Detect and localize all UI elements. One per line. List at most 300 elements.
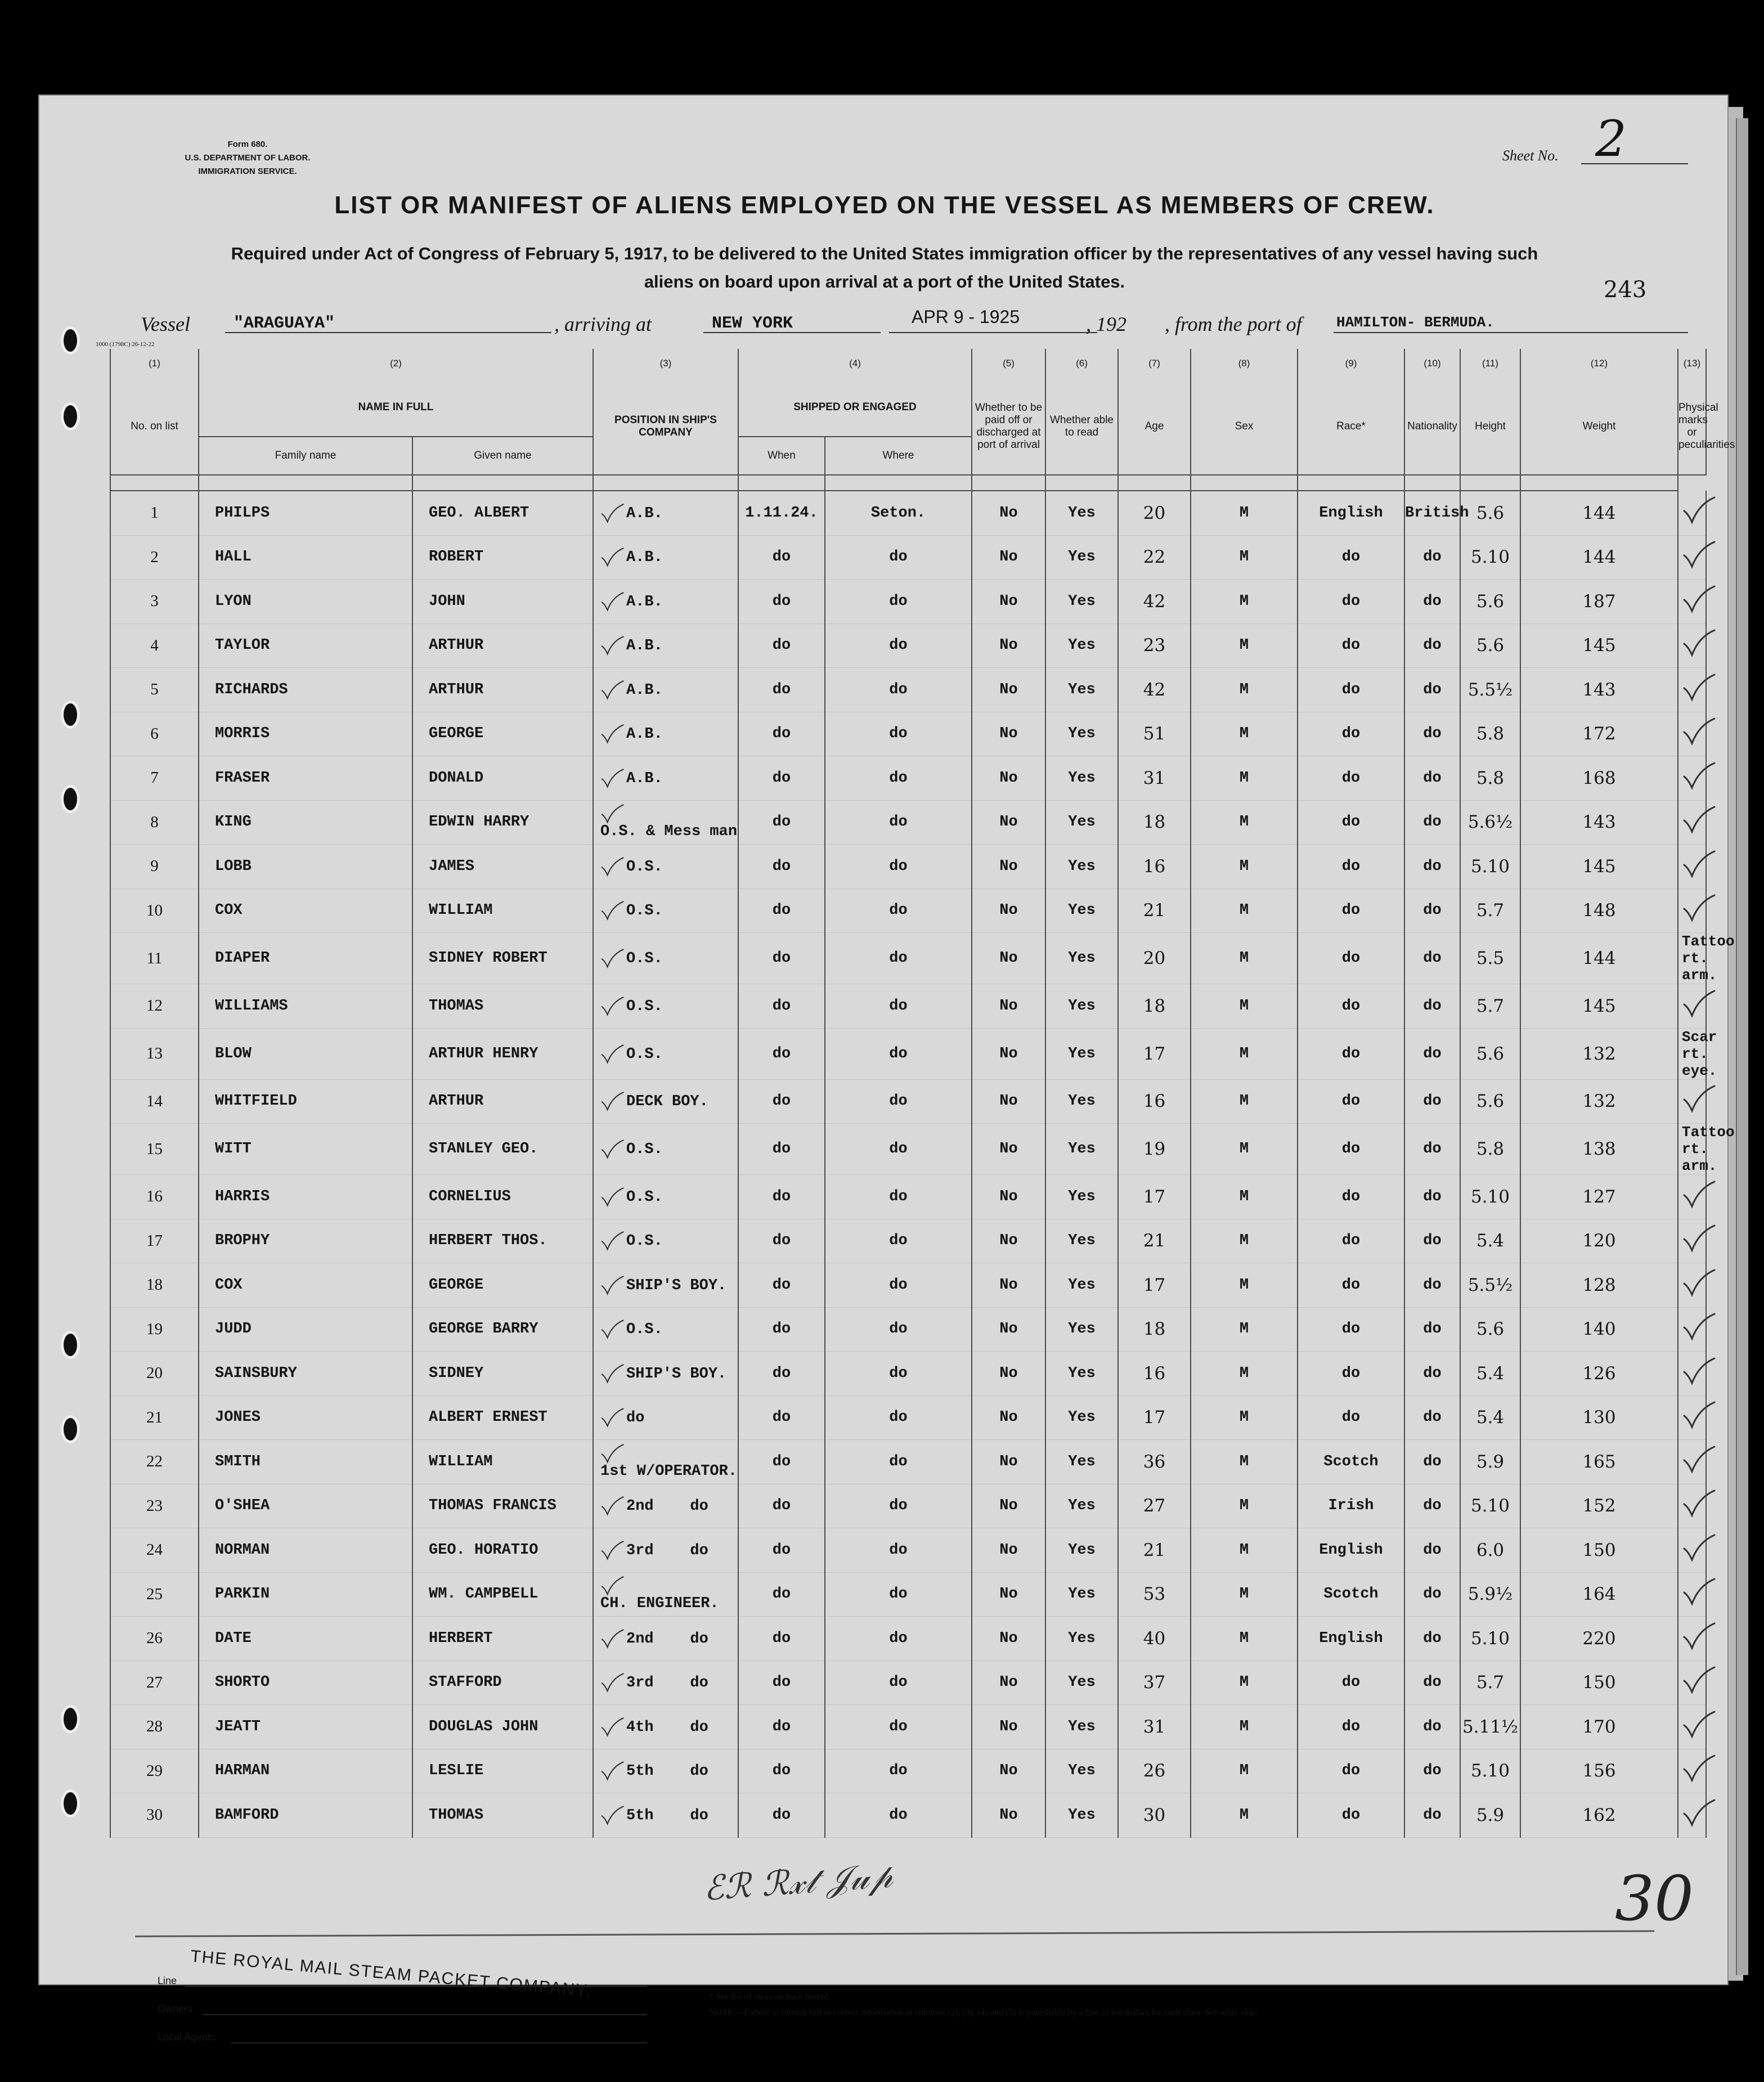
table-row [110,1484,1706,1528]
check-mark-icon [600,504,624,523]
spacer-cell [1045,475,1118,491]
height-cell: 5.4 [1460,1352,1520,1396]
given-name-cell: ROBERT [412,535,593,580]
sex-cell: M [1191,933,1298,984]
row-number: 29 [110,1749,199,1793]
nationality-cell: do [1404,1705,1460,1749]
check-mark-icon [600,680,624,699]
table-row [110,889,1706,933]
weight-cell: 187 [1520,580,1678,624]
shipped-where-cell: do [825,580,972,624]
nationality-cell: do [1404,845,1460,889]
weight-cell: 172 [1520,712,1678,756]
given-name-cell: STAFFORD [412,1661,593,1705]
col-number-6: (6) [1045,349,1118,378]
row-number: 6 [110,712,199,756]
shipped-where-cell: do [825,1175,972,1219]
table-row [110,1793,1706,1838]
shipped-when-cell: do [738,1749,825,1793]
position-text: O.S. [626,1233,663,1250]
given-name-cell: DOUGLAS JOHN [412,1705,593,1749]
family-name-cell: BAMFORD [199,1793,412,1838]
weight-cell: 145 [1520,623,1678,668]
position-cell [593,1175,738,1219]
requirement-text-line1: Required under Act of Congress of February 5, 1917, to be delivered to the United States immigration officer by the representatives of any vessel having such [231,244,1538,263]
family-name-cell: HARRIS [199,1175,412,1219]
family-name-cell: COX [199,1263,412,1308]
height-cell: 5.4 [1460,1219,1520,1263]
nationality-cell: do [1404,535,1460,580]
shipped-where-cell: do [825,1219,972,1263]
weight-cell: 165 [1520,1440,1678,1484]
table-row [110,1028,1706,1079]
age-cell: 22 [1118,535,1191,580]
height-cell: 5.10 [1460,1617,1520,1661]
sex-cell: M [1191,1440,1298,1484]
paid-off-cell: No [972,623,1045,668]
position-cell [593,1793,738,1838]
position-cell [593,1749,738,1793]
row-number: 25 [110,1572,199,1617]
check-mark-icon [1682,1224,1704,1242]
physical-marks-cell [1678,623,1706,668]
shipped-where-cell: do [825,1028,972,1079]
given-name-cell: JOHN [412,580,593,624]
able-to-read-cell: Yes [1045,984,1118,1029]
able-to-read-cell: Yes [1045,1352,1118,1396]
physical-marks-cell [1678,1528,1706,1573]
check-mark-icon [1682,1489,1704,1507]
header-race: Race* [1298,378,1404,475]
paid-off-cell: No [972,1440,1045,1484]
position-cell [593,1307,738,1352]
col-number-13: (13) [1678,349,1706,378]
shipped-where-cell: do [825,933,972,984]
header-nationality: Nationality [1404,378,1460,475]
check-mark-icon [600,1806,624,1825]
paid-off-cell: No [972,889,1045,933]
weight-cell: 128 [1520,1263,1678,1308]
shipped-when-cell: do [738,1661,825,1705]
check-mark-icon [600,901,624,920]
sex-cell: M [1191,712,1298,756]
shipped-when-cell: do [738,1175,825,1219]
check-mark-icon [600,1761,624,1780]
height-cell: 5.6½ [1460,800,1520,845]
weight-cell: 144 [1520,535,1678,580]
shipped-where-cell: do [825,1617,972,1661]
family-name-cell: TAYLOR [199,623,412,668]
shipped-where-cell: do [825,984,972,1029]
physical-marks-cell [1678,712,1706,756]
sex-cell: M [1191,889,1298,933]
able-to-read-cell: Yes [1045,1079,1118,1124]
shipped-when-cell: do [738,1440,825,1484]
age-cell: 17 [1118,1263,1191,1308]
race-cell: do [1298,1263,1404,1308]
crew-manifest-table [110,349,1735,1838]
race-cell: English [1298,491,1404,535]
local-agents-label: Local Agents [158,2031,216,2043]
sex-cell: M [1191,1705,1298,1749]
physical-marks-cell [1678,1440,1706,1484]
check-mark-icon [600,1231,624,1250]
physical-marks-cell [1678,800,1706,845]
position-text: do [626,1410,645,1427]
nationality-cell: do [1404,1440,1460,1484]
spacer-cell [738,475,825,491]
given-name-cell: GEORGE [412,1263,593,1308]
shipped-when-cell: do [738,1705,825,1749]
owners-label: Owners [158,2003,193,2014]
shipped-when-cell: do [738,1528,825,1573]
given-name-cell: SIDNEY ROBERT [412,933,593,984]
position-cell [593,756,738,801]
age-cell: 21 [1118,1528,1191,1573]
shipped-when-cell: do [738,933,825,984]
age-cell: 30 [1118,1793,1191,1838]
able-to-read-cell: Yes [1045,1484,1118,1528]
height-cell: 6.0 [1460,1528,1520,1573]
shipped-where-cell: do [825,623,972,668]
family-name-cell: O'SHEA [199,1484,412,1528]
service-name: IMMIGRATION SERVICE. [198,167,297,176]
paid-off-cell: No [972,1793,1045,1838]
shipped-where-cell: do [825,1661,972,1705]
nationality-cell: do [1404,1484,1460,1528]
given-name-cell: GEORGE [412,712,593,756]
position-text: A.B. [626,770,663,787]
given-name-cell: GEORGE BARRY [412,1307,593,1352]
paid-off-cell: No [972,712,1045,756]
marks-text: Tattoo rt. arm. [1682,933,1735,984]
nationality-cell: do [1404,1124,1460,1175]
sex-cell: M [1191,1263,1298,1308]
position-cell [593,535,738,580]
position-cell [593,1484,738,1528]
family-name-cell: LOBB [199,845,412,889]
given-name-cell: THOMAS FRANCIS [412,1484,593,1528]
family-name-cell: DIAPER [199,933,412,984]
position-text: O.S. [626,998,663,1015]
family-name-cell: WILLIAMS [199,984,412,1029]
physical-marks-cell [1678,1617,1706,1661]
row-number: 2 [110,535,199,580]
check-mark-icon [600,1629,624,1648]
age-cell: 40 [1118,1617,1191,1661]
row-number: 8 [110,800,199,845]
sex-cell: M [1191,756,1298,801]
position-cell [593,1661,738,1705]
age-cell: 19 [1118,1124,1191,1175]
physical-marks-cell [1678,1749,1706,1793]
weight-cell: 140 [1520,1307,1678,1352]
position-text: O.S. [626,1321,663,1339]
family-name-cell: LYON [199,580,412,624]
sex-cell: M [1191,845,1298,889]
age-cell: 27 [1118,1484,1191,1528]
race-cell: do [1298,623,1404,668]
position-cell [593,1124,738,1175]
race-cell: do [1298,756,1404,801]
able-to-read-cell: Yes [1045,623,1118,668]
given-name-cell: ARTHUR HENRY [412,1028,593,1079]
weight-cell: 144 [1520,933,1678,984]
shipped-where-cell: do [825,1079,972,1124]
given-name-cell: ALBERT ERNEST [412,1396,593,1440]
position-cell [593,889,738,933]
header-able-to-read: Whether able to read [1045,378,1118,475]
sex-cell: M [1191,1028,1298,1079]
check-mark-icon [1682,1711,1704,1729]
nationality-cell: do [1404,1079,1460,1124]
physical-marks-cell [1678,756,1706,801]
physical-marks-cell [1678,933,1735,984]
physical-marks-cell [1678,535,1706,580]
binder-hole [61,326,80,355]
header-name-in-full: NAME IN FULL [199,378,593,437]
spacer-cell [1191,475,1298,491]
shipped-when-cell: do [738,984,825,1029]
able-to-read-cell: Yes [1045,1028,1118,1079]
given-name-cell: CORNELIUS [412,1175,593,1219]
row-number: 15 [110,1124,199,1175]
spacer-cell [593,475,738,491]
given-name-cell: ARTHUR [412,1079,593,1124]
family-name-cell: SMITH [199,1440,412,1484]
header-when: When [738,437,825,475]
height-cell: 5.8 [1460,756,1520,801]
shipped-where-cell: do [825,1396,972,1440]
family-name-cell: WITT [199,1124,412,1175]
nationality-cell: do [1404,1175,1460,1219]
sex-cell: M [1191,668,1298,712]
shipped-when-cell: do [738,1263,825,1308]
sex-cell: M [1191,1219,1298,1263]
able-to-read-cell: Yes [1045,1617,1118,1661]
age-cell: 17 [1118,1028,1191,1079]
sex-cell: M [1191,580,1298,624]
able-to-read-cell: Yes [1045,1661,1118,1705]
race-cell: do [1298,984,1404,1029]
paid-off-cell: No [972,1028,1045,1079]
position-text: A.B. [626,638,663,655]
position-text: 1st W/OPERATOR. [600,1462,738,1480]
able-to-read-cell: Yes [1045,668,1118,712]
row-number: 26 [110,1617,199,1661]
sheet-number-rule [1581,163,1688,164]
height-cell: 5.6 [1460,580,1520,624]
position-text: 4th do [626,1718,708,1736]
paid-off-cell: No [972,668,1045,712]
able-to-read-cell: Yes [1045,712,1118,756]
shipped-when-cell: do [738,1124,825,1175]
height-cell: 5.5½ [1460,1263,1520,1308]
shipped-where-cell: do [825,1528,972,1573]
given-name-cell: HERBERT [412,1617,593,1661]
paid-off-cell: No [972,1219,1045,1263]
age-cell: 42 [1118,580,1191,624]
position-text: A.B. [626,681,663,699]
sex-cell: M [1191,1396,1298,1440]
given-name-cell: EDWIN HARRY [412,800,593,845]
shipped-when-cell: do [738,1079,825,1124]
shipped-where-cell: do [825,668,972,712]
row-number: 16 [110,1175,199,1219]
shipped-when-cell: do [738,1793,825,1838]
shipped-when-cell: do [738,535,825,580]
position-cell [593,1528,738,1573]
physical-marks-cell [1678,491,1706,535]
race-cell: do [1298,535,1404,580]
check-mark-icon [1682,894,1704,912]
row-number: 17 [110,1219,199,1263]
table-row [110,1307,1706,1352]
nationality-cell: do [1404,668,1460,712]
check-mark-icon [1682,1755,1704,1773]
table-row [110,845,1706,889]
table-row [110,1219,1706,1263]
paid-off-cell: No [972,1572,1045,1617]
race-cell: do [1298,1396,1404,1440]
nationality-cell: do [1404,712,1460,756]
position-text: O.S. [626,1188,663,1206]
race-cell: do [1298,1705,1404,1749]
sheet-number: 2 [1595,110,1627,168]
family-name-cell: JONES [199,1396,412,1440]
race-cell: Scotch [1298,1440,1404,1484]
shipped-when-cell: do [738,1617,825,1661]
weight-cell: 220 [1520,1617,1678,1661]
col-number-10: (10) [1404,349,1460,378]
race-cell: Irish [1298,1484,1404,1528]
marks-text: Scar rt. eye. [1682,1028,1717,1079]
position-text: 3rd do [626,1542,708,1559]
shipped-where-cell: do [825,800,972,845]
age-cell: 42 [1118,668,1191,712]
check-mark-icon [1682,541,1704,559]
paid-off-cell: No [972,1705,1045,1749]
nationality-cell: do [1404,1307,1460,1352]
check-mark-icon [600,1673,624,1692]
family-name-cell: WHITFIELD [199,1079,412,1124]
position-text: 5th do [626,1763,708,1780]
given-name-cell: WILLIAM [412,889,593,933]
table-row [110,1440,1706,1484]
header-height: Height [1460,378,1520,475]
check-mark-icon [1682,1357,1704,1375]
age-cell: 51 [1118,712,1191,756]
check-mark-icon [600,1044,624,1064]
able-to-read-cell: Yes [1045,800,1118,845]
check-mark-icon [600,1187,624,1206]
position-text: CH. ENGINEER. [600,1595,719,1613]
row-number: 5 [110,668,199,712]
row-number: 14 [110,1079,199,1124]
height-cell: 5.4 [1460,1396,1520,1440]
given-name-cell: GEO. HORATIO [412,1528,593,1573]
check-mark-icon [1682,806,1704,824]
nationality-cell: do [1404,580,1460,624]
height-cell: 5.10 [1460,535,1520,580]
race-cell: do [1298,1124,1404,1175]
family-name-cell: BLOW [199,1028,412,1079]
row-number: 22 [110,1440,199,1484]
age-cell: 31 [1118,756,1191,801]
shipped-when-cell: do [738,800,825,845]
physical-marks-cell [1678,1705,1706,1749]
race-cell: do [1298,845,1404,889]
nationality-cell: do [1404,1396,1460,1440]
spacer-cell [1520,475,1678,491]
marks-text: Tattoo rt. arm. [1682,1124,1735,1174]
check-mark-icon [1682,1446,1704,1464]
height-cell: 5.6 [1460,491,1520,535]
height-cell: 5.6 [1460,1307,1520,1352]
table-row [110,535,1706,580]
from-port-label: , from the port of [1165,313,1302,335]
nationality-cell: do [1404,933,1460,984]
weight-cell: 145 [1520,984,1678,1029]
check-mark-icon [600,1408,624,1427]
check-mark-icon [600,949,624,968]
paid-off-cell: No [972,1175,1045,1219]
check-mark-icon [1682,1085,1704,1103]
able-to-read-cell: Yes [1045,933,1118,984]
shipped-when-cell: do [738,1352,825,1396]
check-mark-icon [600,1576,624,1595]
manifest-sheet [38,95,1735,2043]
race-cell: do [1298,1175,1404,1219]
nationality-cell: do [1404,984,1460,1029]
position-cell [593,984,738,1029]
row-number: 7 [110,756,199,801]
shipped-when-cell: do [738,1396,825,1440]
spacer-cell [972,475,1045,491]
race-cell: do [1298,1661,1404,1705]
col-number-3: (3) [593,349,738,378]
height-cell: 5.11½ [1460,1705,1520,1749]
position-cell [593,668,738,712]
sex-cell: M [1191,1793,1298,1838]
given-name-cell: WILLIAM [412,1440,593,1484]
weight-cell: 144 [1520,491,1678,535]
given-name-cell: STANLEY GEO. [412,1124,593,1175]
shipped-where-cell: do [825,756,972,801]
nationality-cell: do [1404,623,1460,668]
from-port: HAMILTON- BERMUDA. [1336,314,1494,331]
nationality-cell: do [1404,1617,1460,1661]
arrival-date-stamp: APR 9 - 1925 [912,307,1020,327]
form-number: Form 680. [227,140,268,149]
race-cell: English [1298,1528,1404,1573]
row-number: 30 [110,1793,199,1838]
position-text: O.S. & Mess man [600,823,738,841]
paid-off-cell: No [972,1124,1045,1175]
race-cell: do [1298,1028,1404,1079]
date-rule [889,332,1097,333]
paid-off-cell: No [972,1749,1045,1793]
age-cell: 16 [1118,1352,1191,1396]
family-name-cell: COX [199,889,412,933]
check-mark-icon [600,1444,624,1463]
paid-off-cell: No [972,1396,1045,1440]
row-number: 3 [110,580,199,624]
sex-cell: M [1191,1307,1298,1352]
weight-cell: 138 [1520,1124,1678,1175]
age-cell: 53 [1118,1572,1191,1617]
height-cell: 5.7 [1460,1661,1520,1705]
